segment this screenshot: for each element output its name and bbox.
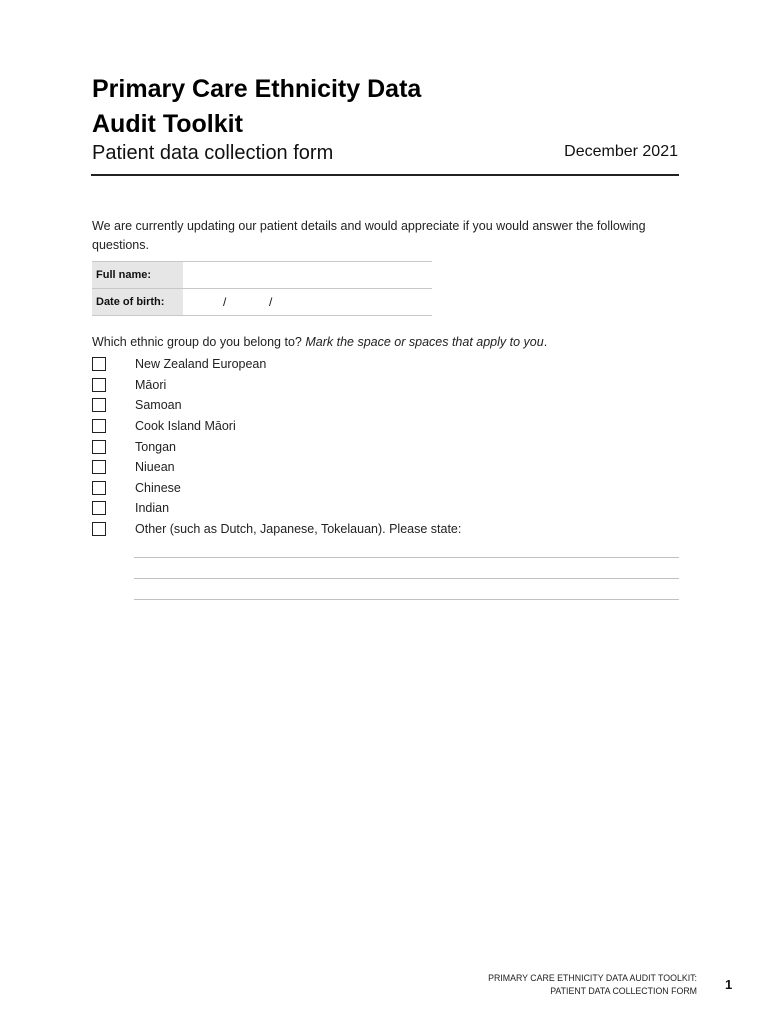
footer-running-title: [488, 972, 697, 998]
option-indian: [92, 498, 461, 519]
option-label: Māori: [135, 377, 167, 392]
document-title: [92, 72, 612, 142]
title-line-2: Audit Toolkit: [92, 110, 243, 138]
checkbox[interactable]: [92, 398, 106, 412]
footer-line-2: PATIENT DATA COLLECTION FORM: [550, 986, 697, 996]
full-name-label: Full name:: [92, 262, 183, 288]
dob-separator-1: /: [223, 295, 227, 309]
footer-line-1: PRIMARY CARE ETHNICITY DATA AUDIT TOOLKIT:: [488, 973, 697, 983]
question-instruction: Mark the space or spaces that apply to you: [305, 335, 544, 349]
option-label: Samoan: [135, 398, 182, 413]
intro-text: We are currently updating our patient details and would appreciate if you would answer the following questions.: [92, 219, 646, 252]
option-samoan: [92, 395, 461, 416]
other-write-in-line[interactable]: [134, 578, 679, 579]
option-cook-island-maori: [92, 416, 461, 437]
dob-label: Date of birth:: [92, 289, 183, 315]
title-line-1: Primary Care Ethnicity Data: [92, 75, 422, 103]
question-end: .: [543, 335, 548, 349]
question-text: Which ethnic group do you belong to?: [92, 335, 302, 349]
title-divider: [91, 174, 679, 176]
other-write-in-line[interactable]: [134, 599, 679, 600]
checkbox[interactable]: [92, 419, 106, 433]
option-label: Other (such as Dutch, Japanese, Tokelauan). Please state:: [135, 522, 462, 537]
option-label: Cook Island Māori: [135, 419, 236, 434]
ethnicity-question: [92, 335, 547, 349]
dob-row: [92, 289, 432, 316]
patient-details-table: [92, 261, 432, 316]
checkbox[interactable]: [92, 357, 106, 371]
option-new-zealand-european: [92, 354, 461, 375]
form-subtitle: Patient data collection form: [92, 142, 334, 164]
option-label: Chinese: [135, 480, 181, 495]
option-label: Niuean: [135, 460, 175, 475]
option-label: Indian: [135, 501, 170, 516]
option-tongan: [92, 436, 461, 457]
option-label: Tongan: [135, 439, 177, 454]
option-niuean: [92, 457, 461, 478]
checkbox[interactable]: [92, 460, 106, 474]
checkbox[interactable]: [92, 440, 106, 454]
dob-field[interactable]: [183, 289, 432, 315]
option-label: New Zealand European: [135, 357, 267, 372]
ethnicity-options: [92, 354, 461, 539]
other-write-in-line[interactable]: [134, 557, 679, 558]
document-date: December 2021: [564, 143, 678, 160]
option-chinese: [92, 478, 461, 499]
checkbox[interactable]: [92, 522, 106, 536]
option-other: [92, 519, 461, 540]
full-name-row: [92, 262, 432, 289]
checkbox[interactable]: [92, 501, 106, 515]
checkbox[interactable]: [92, 378, 106, 392]
dob-separator-2: /: [269, 295, 273, 309]
full-name-field[interactable]: [183, 262, 432, 288]
checkbox[interactable]: [92, 481, 106, 495]
option-maori: [92, 375, 461, 396]
page-number: 1: [725, 977, 733, 992]
